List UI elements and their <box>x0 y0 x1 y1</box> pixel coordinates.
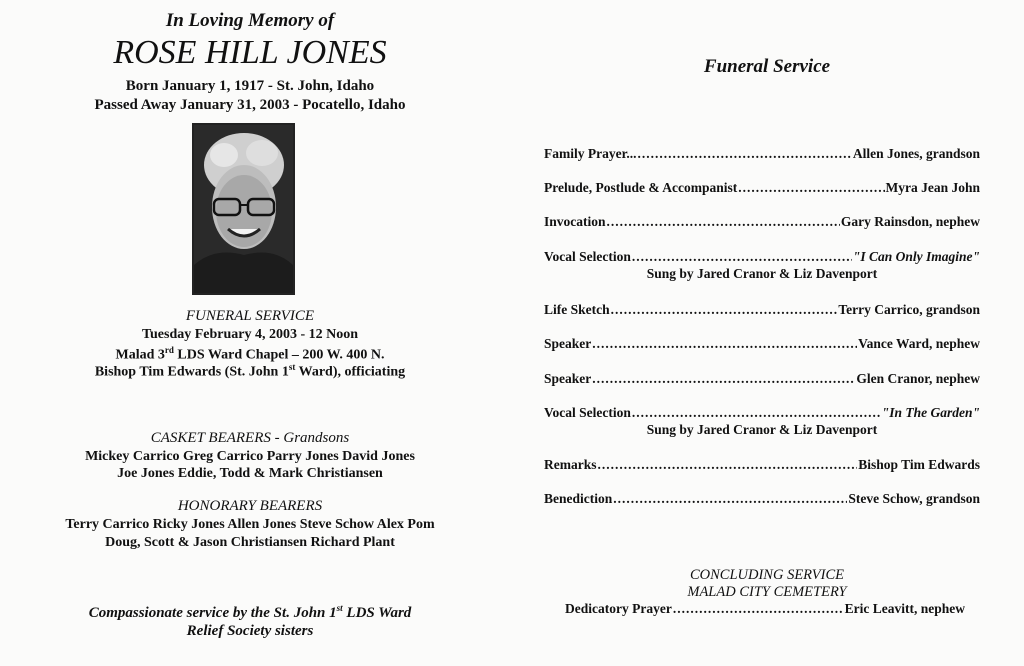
honorary-bearers-line-1: Terry Carrico Ricky Jones Allen Jones Steve Schow Alex Pom <box>65 517 435 532</box>
casket-bearers-heading: CASKET BEARERS - Grandsons <box>150 430 350 446</box>
dedicatory-prayer-row: Dedicatory Prayer ..... Eric Leavitt, nephew <box>565 601 965 617</box>
casket-bearers-line-1: Mickey Carrico Greg Carrico Parry Jones David Jones <box>85 449 415 464</box>
death-info: Passed Away January 31, 2003 - Pocatello, Idaho <box>94 97 406 113</box>
left-panel <box>0 0 500 666</box>
funeral-location: Malad 3rd LDS Ward Chapel – 200 W. 400 N. <box>115 345 385 363</box>
program-item: Benediction ..... Steve Schow, grandson <box>544 491 980 507</box>
program-item: Speaker ..... Glen Cranor, nephew <box>544 371 980 387</box>
cemetery-name: MALAD CITY CEMETERY <box>687 584 847 600</box>
honorary-bearers-line-2: Doug, Scott & Jason Christiansen Richard Plant <box>105 535 395 550</box>
program-item: Remarks ..... Bishop Tim Edwards <box>544 457 980 473</box>
right-panel <box>510 0 1024 666</box>
program-item-detail: Sung by Jared Cranor & Liz Davenport <box>646 266 878 281</box>
program-title: Funeral Service <box>703 56 831 77</box>
program-item: Family Prayer... ..... Allen Jones, grandson <box>544 146 980 162</box>
deceased-name: ROSE HILL JONES <box>113 34 387 71</box>
officiating-line: Bishop Tim Edwards (St. John 1st Ward), officiating <box>94 362 406 380</box>
program-item: Vocal Selection ..... "I Can Only Imagine" <box>544 249 980 265</box>
concluding-service-heading: CONCLUDING SERVICE <box>689 567 844 583</box>
acknowledgement-line-1: Compassionate service by the St. John 1st LDS Ward <box>88 603 412 621</box>
honorary-bearers-heading: HONORARY BEARERS <box>177 498 323 514</box>
funeral-date: Tuesday February 4, 2003 - 12 Noon <box>141 327 359 342</box>
program-item-detail: Sung by Jared Cranor & Liz Davenport <box>646 422 878 437</box>
funeral-service-heading: FUNERAL SERVICE <box>185 308 315 324</box>
program-item: Prelude, Postlude & Accompanist ..... Myra Jean John <box>544 180 980 196</box>
birth-info: Born January 1, 1917 - St. John, Idaho <box>125 78 375 94</box>
acknowledgement-line-2: Relief Society sisters <box>186 623 314 639</box>
program-item: Life Sketch ..... Terry Carrico, grandson <box>544 302 980 318</box>
memorial-tagline: In Loving Memory of <box>165 10 335 31</box>
program-item: Invocation ..... Gary Rainsdon, nephew <box>544 214 980 230</box>
program-item: Vocal Selection ..... "In The Garden" <box>544 405 980 421</box>
casket-bearers-line-2: Joe Jones Eddie, Todd & Mark Christiansen <box>117 466 383 481</box>
program-item: Speaker ..... Vance Ward, nephew <box>544 336 980 352</box>
portrait-photo <box>192 123 295 295</box>
